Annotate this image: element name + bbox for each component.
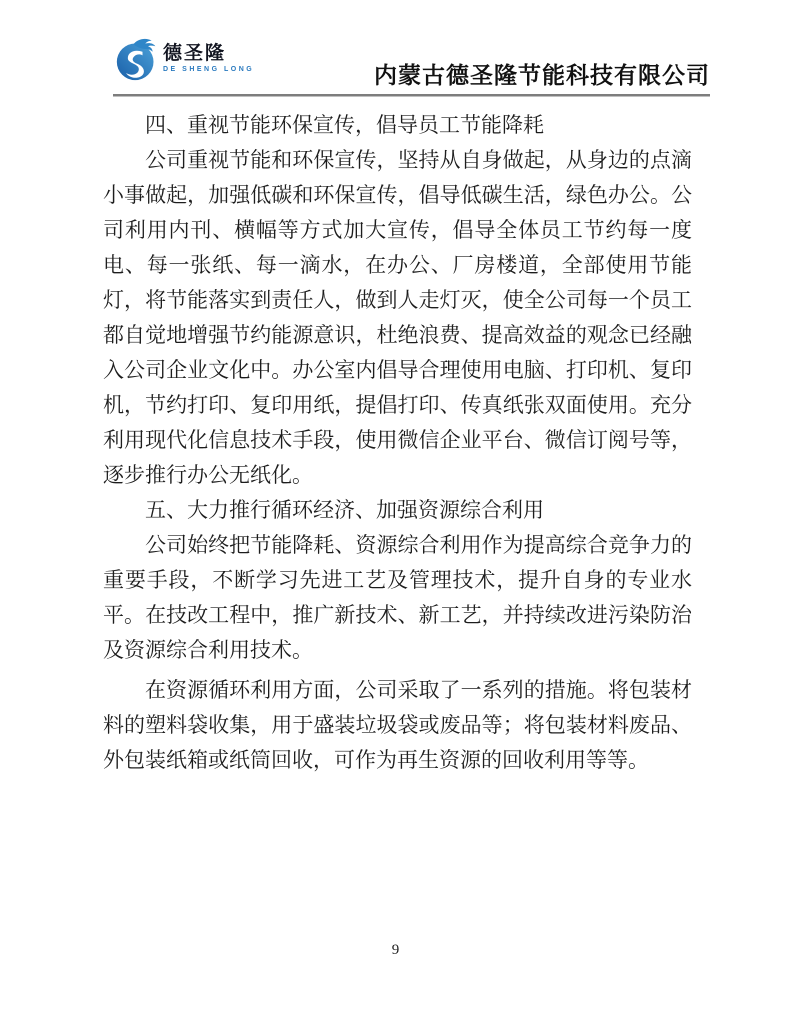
page-header bbox=[113, 0, 710, 96]
body-paragraph: 公司始终把节能降耗、资源综合利用作为提高综合竞争力的重要手段，不断学习先进工艺及管理技术，提升自身的专业水平。在技改工程中，推广新技术、新工艺，并持续改进污染防治及资源综合利用技术。 bbox=[103, 533, 692, 662]
page-footer bbox=[0, 941, 791, 959]
company-logo bbox=[115, 37, 254, 83]
header-divider bbox=[113, 94, 710, 97]
section-heading: 四、重视节能环保宣传，倡导员工节能降耗 bbox=[145, 113, 544, 137]
body-paragraph: 公司重视节能和环保宣传，坚持从自身做起，从身边的点滴小事做起，加强低碳和环保宣传，倡导低碳生活，绿色办公。公司利用内刊、横幅等方式加大宣传，倡导全体员工节约每一度电、每一张纸、每一滴水，在办公、厂房楼道，全部使用节能灯，将节能落实到责任人，做到人走灯灭，使全公司每一个员工都自觉地增强节约能源意识，杜绝浪费、提高效益的观念已经融入公司企业文化中。办公室内倡导合理使用电脑、打印机、复印机，节约打印、复印用纸，提倡打印、传真纸张双面使用。充分利用现代化信息技术手段，使用微信企业平台、微信订阅号等，逐步推行办公无纸化。 bbox=[103, 148, 692, 487]
page-number: 9 bbox=[391, 942, 400, 958]
logo-en-name: DE SHENG LONG bbox=[163, 66, 255, 73]
company-name: 内蒙古德圣隆节能科技有限公司 bbox=[374, 63, 710, 88]
logo-text bbox=[163, 44, 254, 73]
logo-cn-name: 德圣隆 bbox=[163, 43, 227, 64]
document-body bbox=[103, 108, 692, 778]
body-paragraph: 在资源循环利用方面，公司采取了一系列的措施。将包装材料的塑料袋收集，用于盛装垃圾袋或废品等；将包装材料废品、外包装纸箱或纸筒回收，可作为再生资源的回收利用等等。 bbox=[103, 678, 692, 772]
dragon-s-logo-icon bbox=[115, 37, 159, 83]
section-heading: 五、大力推行循环经济、加强资源综合利用 bbox=[145, 498, 544, 522]
